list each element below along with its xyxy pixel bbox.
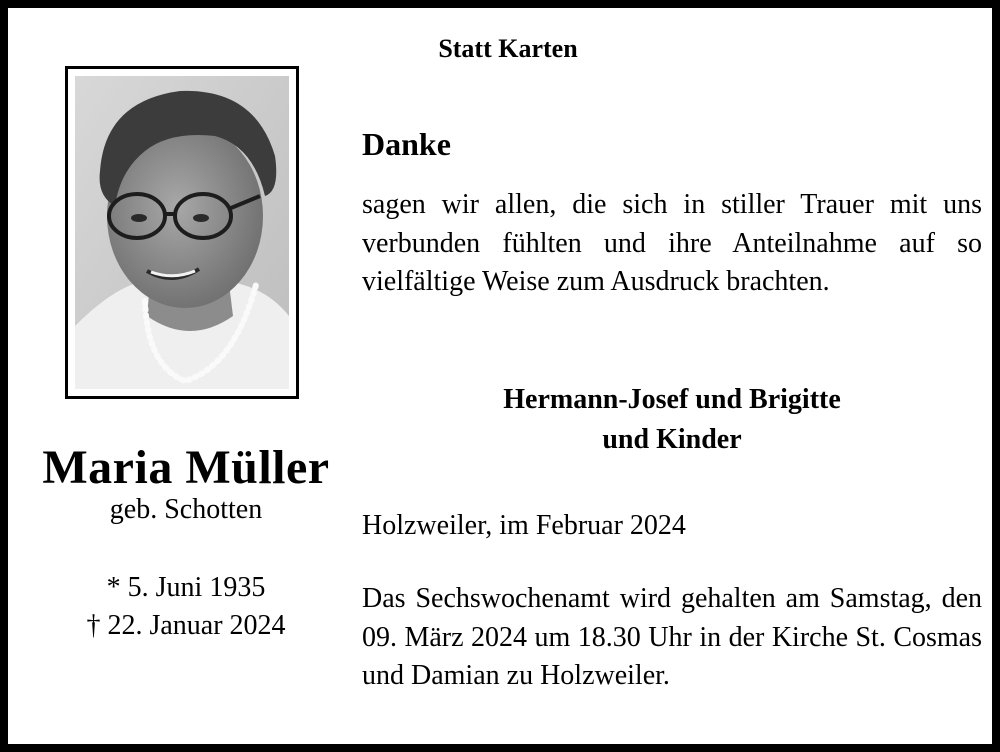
family-signature bbox=[362, 380, 982, 460]
thanks-heading: Danke bbox=[362, 126, 451, 162]
place-date: Holzweiler, im Februar 2024 bbox=[362, 510, 686, 541]
maiden-name: geb. Schotten bbox=[109, 494, 263, 525]
mass-notice: Das Sechswochenamt wird gehalten am Samstag, den 09. März 2024 um 18.30 Uhr in der Kirche St. Cosmas und Damian zu Holzweiler. bbox=[362, 583, 982, 691]
birth-date: * 5. Juni 1935 bbox=[106, 572, 266, 603]
portrait-illustration bbox=[75, 76, 289, 389]
portrait-frame bbox=[65, 66, 299, 399]
thanks-text: sagen wir allen, die sich in stiller Trauer mit uns verbunden fühlten und ihre Anteilnahme auf so vielfältige Weise zum Ausdruck brachten. bbox=[362, 189, 982, 297]
portrait-photo bbox=[75, 76, 289, 389]
family-line-2: und Kinder bbox=[602, 424, 742, 455]
header-statt-karten: Statt Karten bbox=[438, 34, 578, 63]
family-line-1: Hermann-Josef und Brigitte bbox=[503, 384, 841, 415]
death-date: † 22. Januar 2024 bbox=[86, 610, 286, 641]
deceased-name: Maria Müller bbox=[42, 441, 330, 494]
